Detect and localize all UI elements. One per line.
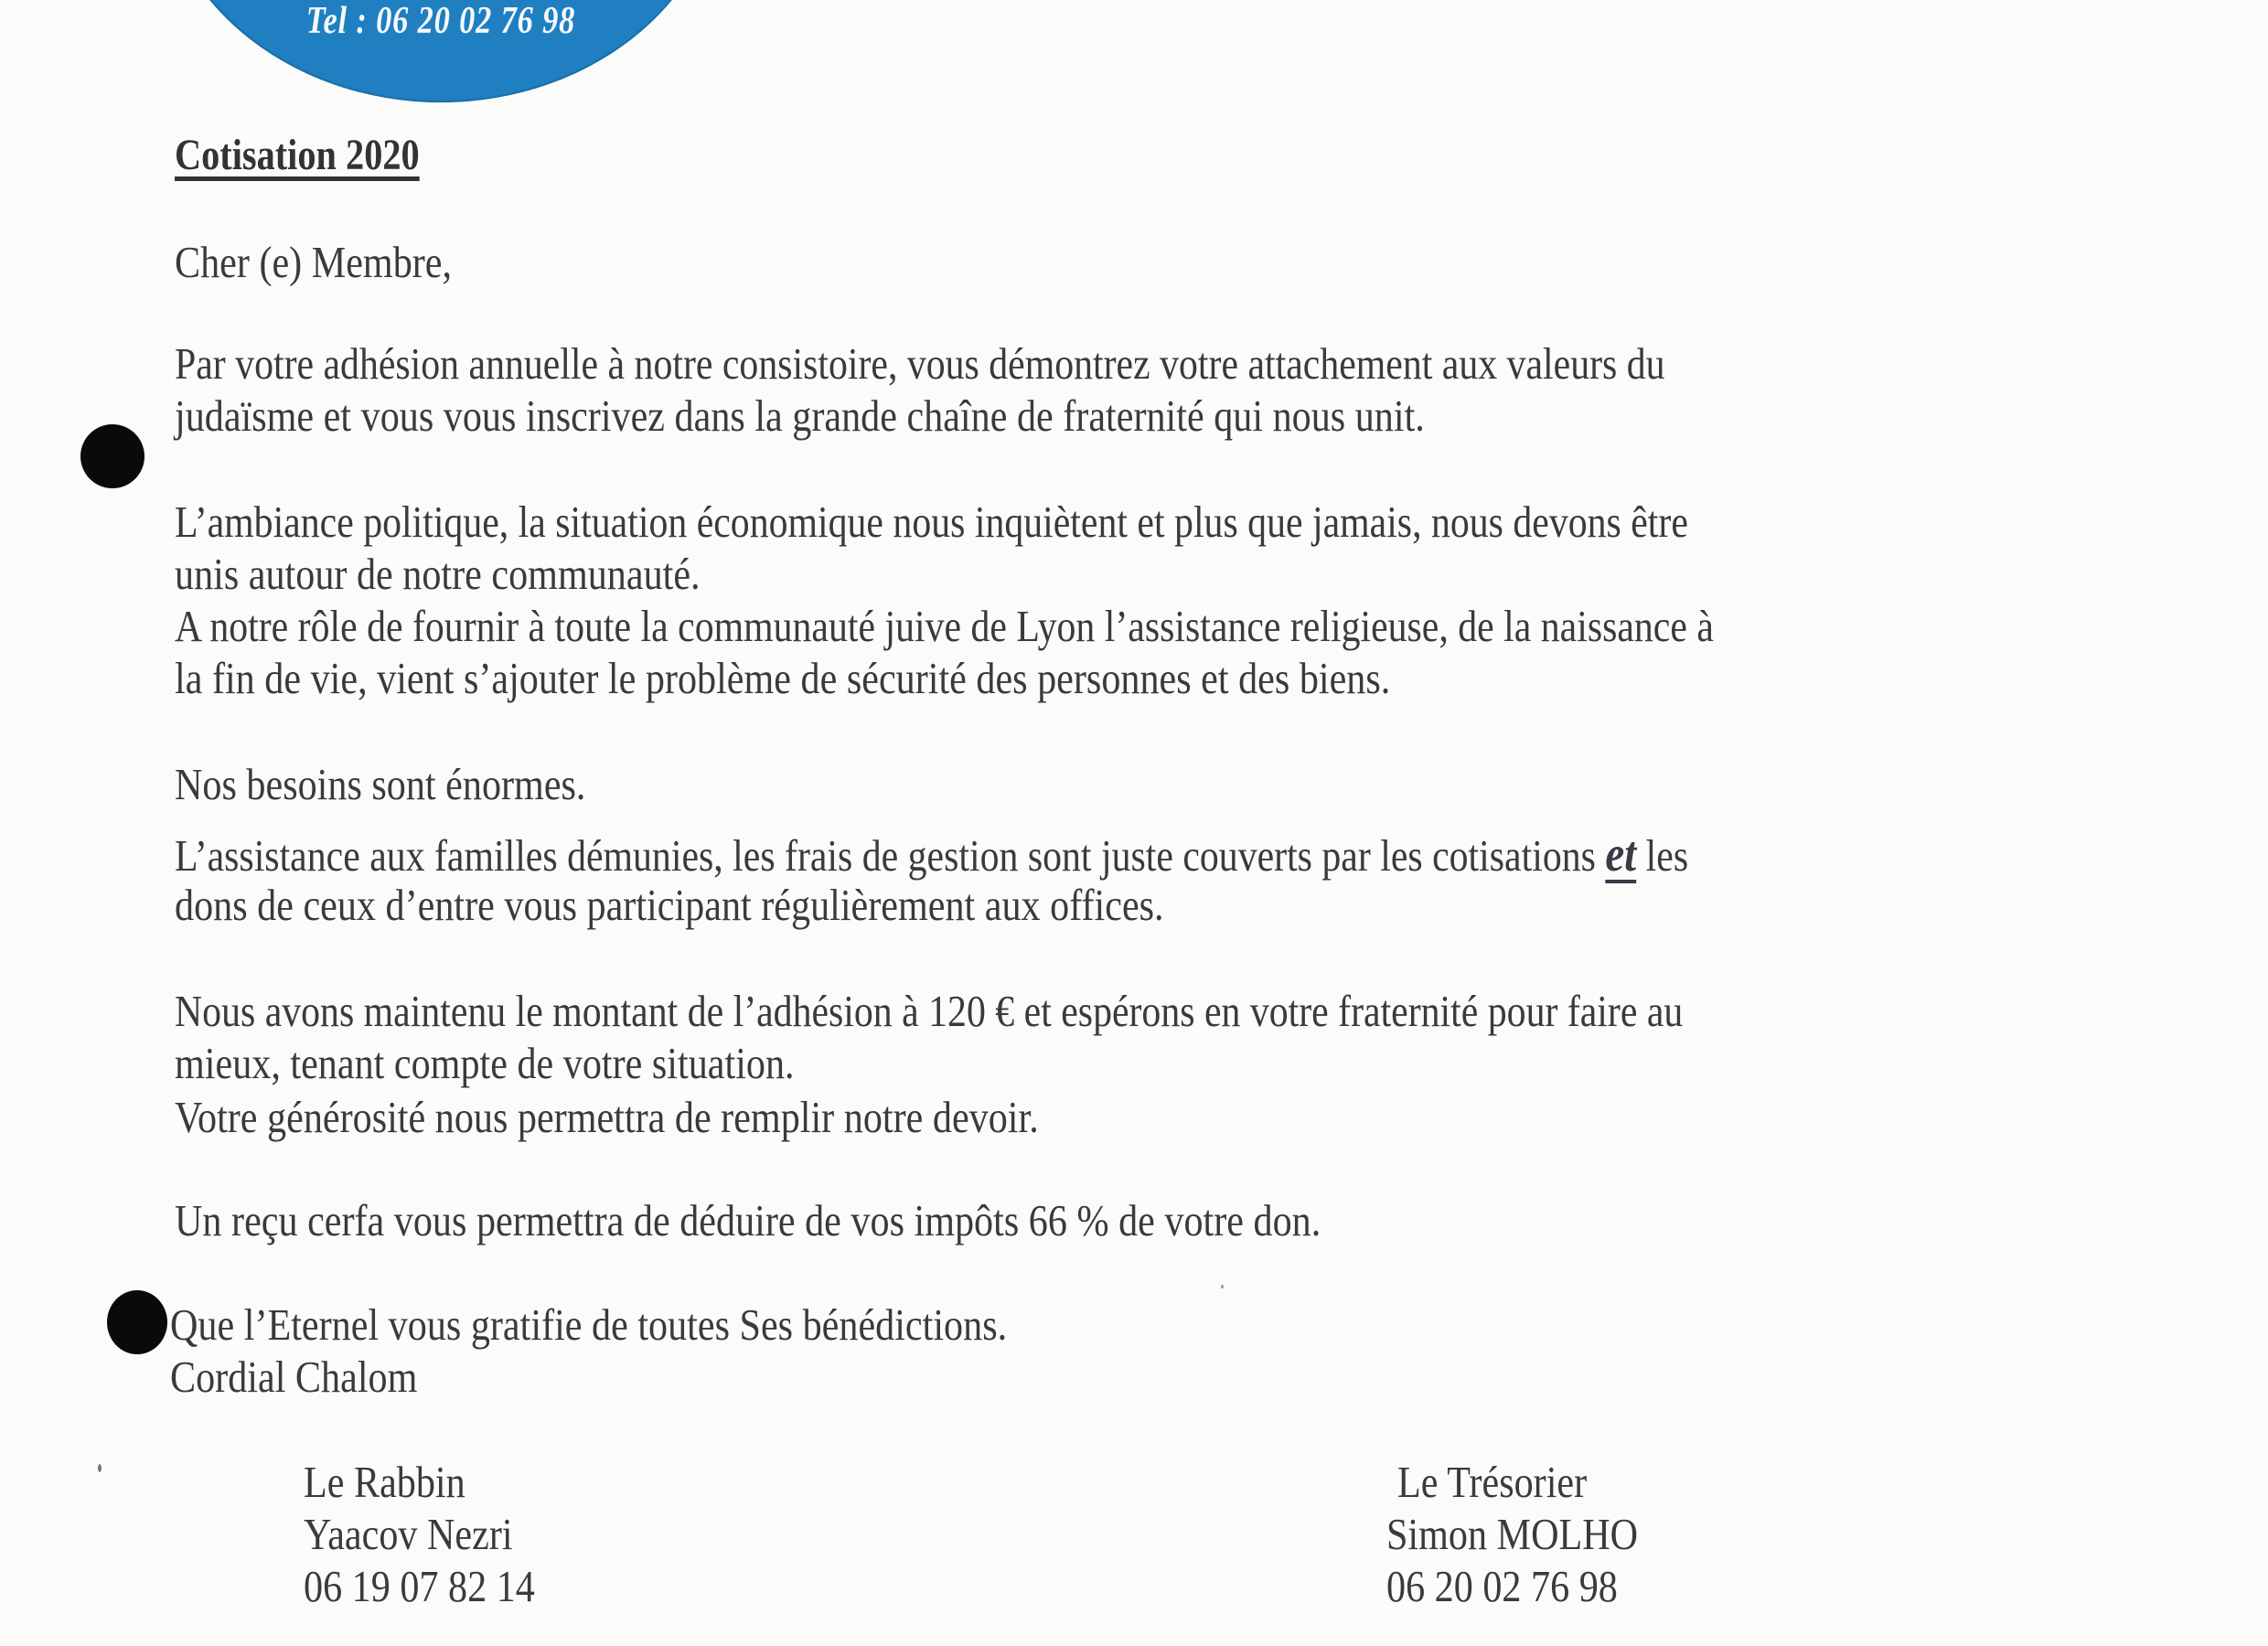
text-line: Nous avons maintenu le montant de l’adhésion à 120 € et espérons en votre fraternité pour faire au [175,986,1684,1036]
text-line [175,826,1689,882]
needs-statement: Nos besoins sont énormes. [175,759,586,809]
text-line: L’ambiance politique, la situation économique nous inquiètent et plus que jamais, nous devons être [175,497,1688,547]
page-title: Cotisation 2020 [175,131,420,179]
greeting: Cher (e) Membre, [175,237,453,287]
text-line: unis autour de notre communauté. [175,549,701,599]
signature-phone: 06 20 02 76 98 [1386,1561,1618,1611]
text-line: la fin de vie, vient s’ajouter le problème de sécurité des personnes et des biens. [175,653,1391,703]
text-line: Votre générosité nous permettra de remplir notre devoir. [175,1092,1039,1142]
scan-speck [1221,1285,1224,1288]
text-line: A notre rôle de fournir à toute la communauté juive de Lyon l’assistance religieuse, de la naissance à [175,601,1714,651]
signature-role: Le Rabbin [304,1457,465,1507]
emphasis-et: et [1605,826,1637,882]
text-line: Par votre adhésion annuelle à notre consistoire, vous démontrez votre attachement aux valeurs du [175,338,1665,389]
punch-hole [80,424,144,488]
logo-phone: Tel : 06 20 02 76 98 [305,0,576,42]
signature-name: Simon MOLHO [1386,1509,1639,1559]
punch-hole [107,1290,167,1354]
text-segment: les [1636,830,1689,881]
blessing: Que l’Eternel vous gratifie de toutes Ses bénédictions. [170,1299,1008,1350]
signature-name: Yaacov Nezri [304,1509,513,1559]
signature-phone: 06 19 07 82 14 [304,1561,535,1611]
signature-role: Le Trésorier [1397,1457,1588,1507]
sign-off: Cordial Chalom [170,1352,418,1402]
scan-speck [98,1464,102,1472]
text-line: judaïsme et vous vous inscrivez dans la grande chaîne de fraternité qui nous unit. [175,390,1425,441]
tax-receipt-note: Un reçu cerfa vous permettra de déduire de vos impôts 66 % de votre don. [175,1195,1321,1245]
text-line: mieux, tenant compte de votre situation. [175,1038,795,1088]
text-segment: L’assistance aux familles démunies, les frais de gestion sont juste couverts par les cotisations [175,830,1606,881]
text-line: dons de ceux d’entre vous participant régulièrement aux offices. [175,880,1164,930]
